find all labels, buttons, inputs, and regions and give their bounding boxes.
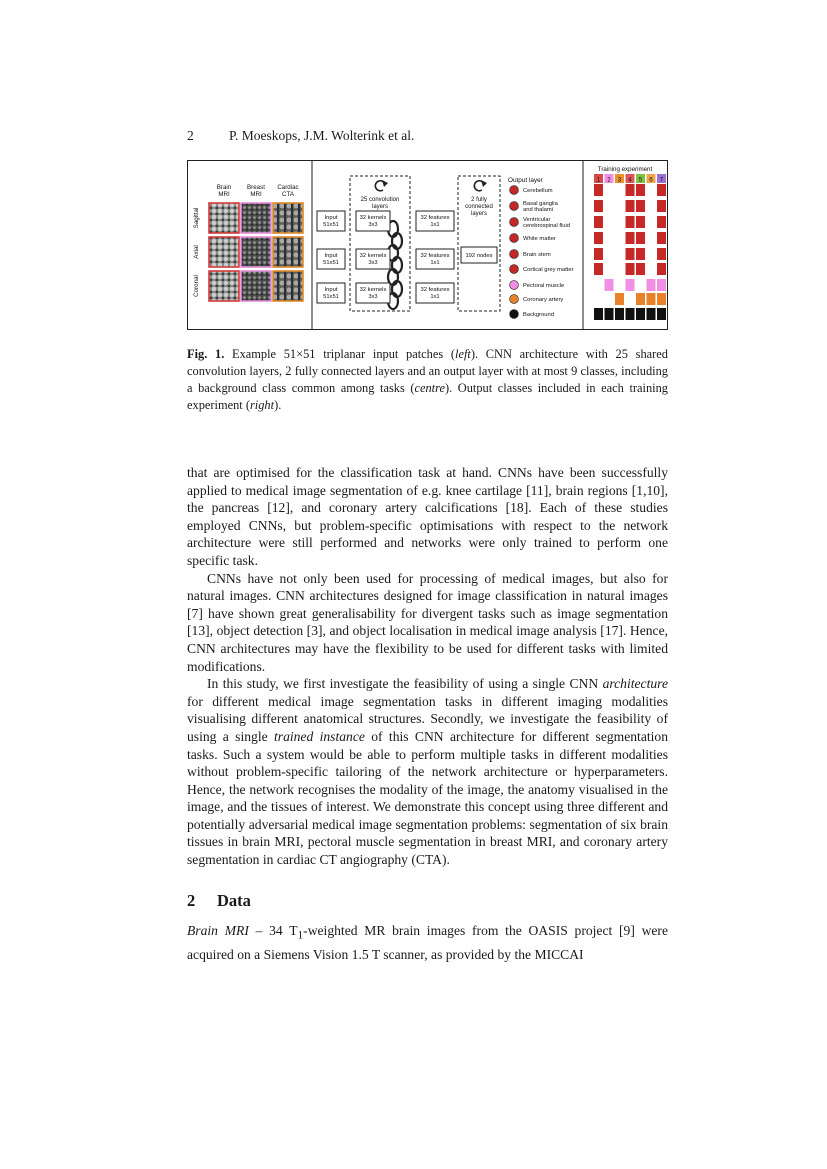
matrix-cell-r3-e4 [626,216,635,228]
matrix-cell-r4-e5 [636,232,645,244]
matrix-cell-r6-e1 [594,263,603,275]
matrix-cell-r2-e5 [636,200,645,212]
paragraph-3: In this study, we first investigate the feasibility of using a single CNN architecture for different medical image segmentation tasks in different imaging modalities visualising different anatomical structures. Secondly, we investigate the feasibility of using a single trained instance of this CNN architecture for different segmentation tasks. Such a system would be able to perform multiple tasks in different modalities without problem-specific tailoring of the network architecture or hyperparameters. Hence, the network recognises the modality of the image, the anatomy visualised in the image, and the tissues of interest. We demonstrate this concept using three different and potentially adversarial medical image segmentation problems: segmentation of six brain tissues in brain MRI, pectoral muscle segmentation in breast MRI, and coronary artery segmentation in cardiac CT angiography (CTA). [187,676,669,868]
input-label-1: Input 51x51 [323,215,339,228]
kernel-box-3 [356,283,390,303]
experiment-number-2: 2 [607,176,611,184]
features-label-3: 32 features 1x1 [420,287,450,300]
output-class-dot-8 [510,295,519,304]
column-label-breast: Breast MRI [247,184,265,198]
output-class-label-4: White matter [523,236,556,242]
matrix-cell-r6-e5 [636,263,645,275]
features-label-2: 32 features 1x1 [420,253,450,266]
matrix-cell-r5-e1 [594,248,603,260]
row-label-sagittal: Sagittal [193,207,200,229]
matrix-cell-r8-e6 [647,293,656,305]
experiment-number-1: 1 [596,176,601,184]
output-class-label-6: Cortical grey matter [523,267,574,273]
input-patches-panel [193,184,303,301]
experiment-number-3: 3 [617,176,622,184]
matrix-cell-r5-e5 [636,248,645,260]
output-class-dot-9 [510,310,519,319]
input-box-3 [317,283,345,303]
paragraph-1: that are optimised for the classification task at hand. CNNs have been successfully applied to medical image segmentation of e.g. knee cartilage [11], brain regions [1,10], the pancreas [12], and coronary artery calcifications [18]. Each of these studies employed CNNs, but problem-specific optimisations with respect to the network architecture were still performed and networks were only trained to perform one specific task. [187,465,668,568]
section-heading [187,892,668,910]
patch-cardiac-sagittal [273,203,303,233]
experiment-number-5: 5 [638,176,643,184]
nodes-label: 192 nodes [465,253,493,259]
matrix-cell-r1-e5 [636,184,645,196]
matrix-cell-r2-e7 [657,200,666,212]
output-class-label-1: Cerebellum [523,188,553,194]
matrix-cell-r2-e1 [594,200,603,212]
architecture-panel [317,176,500,311]
section-title: Data [217,890,251,910]
matrix-cell-r1-e7 [657,184,666,196]
matrix-cell-r4-e1 [594,232,603,244]
experiment-number-7: 7 [659,176,664,184]
figure-1-diagram [188,161,667,329]
kernel-box-1 [356,211,390,231]
section-number: 2 [187,890,196,910]
matrix-cell-r9-e1 [594,308,603,320]
output-class-label-5: Brain stem [523,252,551,258]
output-layer-panel [508,177,574,318]
conv-repeat-arrowhead-icon [382,180,388,187]
page-number: 2 [187,128,194,143]
output-layer-title: Output layer [508,177,543,184]
output-class-label-9: Background [523,312,554,318]
column-label-cardiac: Cardiac CTA [277,184,299,198]
data-paragraph: Brain MRI – 34 $T_1$-weighted MR brain images from the OASIS project [9] were acquired on a Siemens Vision 1.5 T scanner, as provided by the MICCAI [187,923,668,962]
matrix-cell-r6-e4 [626,263,635,275]
matrix-cell-r2-e4 [626,200,635,212]
fc-layers-title: 2 fully connected layers [465,197,493,217]
kernel-label-2: 32 kernels 3x3 [359,253,387,266]
matrix-cell-r9-e5 [636,308,645,320]
matrix-cell-r1-e1 [594,184,603,196]
output-class-label-7: Pectoral muscle [523,283,565,289]
matrix-cell-r7-e2 [605,279,614,291]
features-label-1: 32 features 1x1 [420,215,450,228]
conv-layers-title: 25 convolution layers [360,197,400,210]
input-box-2 [317,249,345,269]
row-label-coronal: Coronal [193,275,200,297]
matrix-cell-r7-e7 [657,279,666,291]
column-label-brain: Brain MRI [216,184,232,198]
patch-breast-axial [241,237,271,267]
body-text [187,464,668,963]
matrix-cell-r8-e7 [657,293,666,305]
paragraph-2: CNNs have not only been used for processing of medical images, but also for natural images. CNN architectures designed for image classification in natural images [7] have shown great generalisability for divergent tasks such as image segmentation [13], object detection [3], and object localisation in medical image analysis [17]. Hence, CNN architectures may have the flexibility to be used for different tasks with limited modifications. [187,570,668,674]
patch-breast-coronal [241,271,271,301]
experiment-number-6: 6 [649,176,653,184]
matrix-cell-r9-e4 [626,308,635,320]
output-class-dot-2 [510,202,519,211]
input-label-2: Input 51x51 [323,253,339,266]
matrix-cell-r8-e5 [636,293,645,305]
output-class-dot-7 [510,281,519,290]
figure-caption [187,346,668,414]
output-class-dot-6 [510,265,519,274]
running-head-authors: P. Moeskops, J.M. Wolterink et al. [229,128,415,143]
matrix-cell-r1-e4 [626,184,635,196]
input-label-3: Input 51x51 [323,287,339,300]
matrix-cell-r3-e1 [594,216,603,228]
input-box-1 [317,211,345,231]
training-experiment-title: Training experiment [597,166,653,173]
caption-text: Example 51×51 triplanar input patches (left). CNN architecture with 25 shared convolution layers, 2 fully connected layers and an output layer with at most 9 classes, including a background class common among tasks (centre). Output classes included in each training experiment (right). [187,347,668,412]
output-class-label-8: Coronary artery [523,297,564,303]
matrix-cell-r9-e7 [657,308,666,320]
output-class-dot-1 [510,186,519,195]
kernel-label-1: 32 kernels 3x3 [359,215,387,228]
figure-1 [187,160,668,330]
caption-label: Fig. 1. [187,347,225,361]
patch-cardiac-coronal [273,271,303,301]
kernel-box-2 [356,249,390,269]
matrix-cell-r9-e2 [605,308,614,320]
features-box-2 [416,249,454,269]
matrix-cell-r4-e7 [657,232,666,244]
training-experiment-panel [594,166,666,320]
matrix-cell-r3-e7 [657,216,666,228]
running-head [187,128,414,144]
output-class-dot-4 [510,234,519,243]
matrix-cell-r8-e3 [615,293,624,305]
fc-repeat-arrowhead-icon [481,180,487,187]
experiment-number-4: 4 [628,176,632,184]
patch-brain-axial [209,237,239,267]
output-class-dot-3 [510,218,519,227]
patch-cardiac-axial [273,237,303,267]
matrix-cell-r7-e4 [626,279,635,291]
patch-breast-sagittal [241,203,271,233]
matrix-cell-r9-e6 [647,308,656,320]
patch-brain-sagittal [209,203,239,233]
patch-brain-coronal [209,271,239,301]
matrix-cell-r5-e7 [657,248,666,260]
matrix-cell-r9-e3 [615,308,624,320]
features-box-1 [416,211,454,231]
kernel-label-3: 32 kernels 3x3 [359,287,387,300]
output-class-label-3: Ventricular cerebrospinal fluid [523,217,571,230]
output-class-label-2: Basal ganglia and thalami [523,201,558,214]
matrix-cell-r4-e4 [626,232,635,244]
matrix-cell-r7-e6 [647,279,656,291]
matrix-cell-r6-e7 [657,263,666,275]
output-class-dot-5 [510,250,519,259]
features-box-3 [416,283,454,303]
matrix-cell-r5-e4 [626,248,635,260]
row-label-axial: Axial [193,245,200,259]
matrix-cell-r3-e5 [636,216,645,228]
